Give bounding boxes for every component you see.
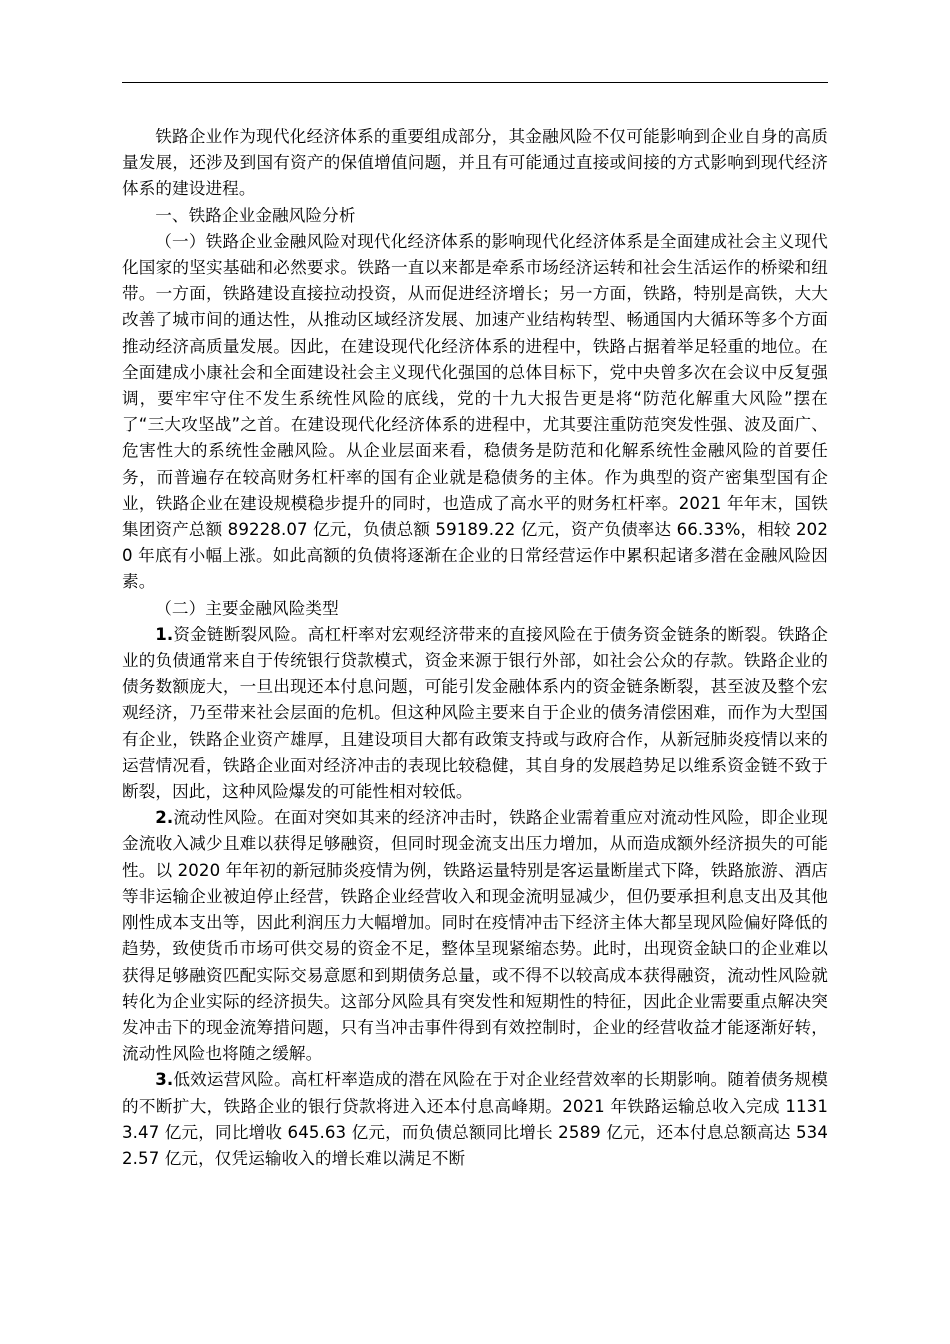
risk-item-3: [122, 1067, 828, 1172]
paragraph-text: 流动性风险。在面对突如其来的经济冲击时，铁路企业需着重应对流动性风险，即企业现金流收入减少且难以获得足够融资，但同时现金流支出压力增加，从而造成额外经济损失的可能性。以 2020 年年初的新冠肺炎疫情为例，铁路运量特别是客运量断崖式下降，铁路旅游、酒店等非运输企业被迫停止经营，铁路企业经营收入和现金流明显减少，但仍要承担利息支出及其他刚性成本支出等，因此利润压力大幅增加。同时在疫情冲击下经济主体大都呈现风险偏好降低的趋势，致使货币市场可供交易的资金不足，整体呈现紧缩态势。此时，出现资金缺口的企业难以获得足够融资匹配实际交易意愿和到期债务总量，或不得不以较高成本获得融资，流动性风险就转化为企业实际的经济损失。这部分风险具有突发性和短期性的特征，因此企业需要重点解决突发冲击下的现金流筹措问题，只有当冲击事件得到有效控制时，企业的经营收益才能逐渐好转，流动性风险也将随之缓解。: [122, 808, 828, 1064]
risk-item-1: [122, 622, 828, 805]
item-number: 2.: [155, 808, 174, 828]
item-number: 1.: [155, 624, 174, 644]
section-heading-1: [122, 203, 828, 229]
paragraph-text: 低效运营风险。高杠杆率造成的潜在风险在于对企业经营效率的长期影响。随着债务规模的不断扩大，铁路企业的银行贷款将进入还本付息高峰期。2021 年铁路运输总收入完成 11313.47 亿元，同比增收 645.63 亿元，而负债总额同比增长 2589 亿元，还本付息总额高达 5342.57 亿元，仅凭运输收入的增长难以满足不断: [122, 1070, 828, 1168]
subsection-paragraph-1: [122, 229, 828, 596]
item-number: 3.: [155, 1070, 174, 1090]
intro-paragraph: [122, 124, 828, 203]
subsection-heading-2: [122, 596, 828, 622]
paragraph-text: 资金链断裂风险。高杠杆率对宏观经济带来的直接风险在于债务资金链条的断裂。铁路企业的负债通常来自于传统银行贷款模式，资金来源于银行外部，如社会公众的存款。铁路企业的债务数额庞大，一旦出现还本付息问题，可能引发金融体系内的资金链条断裂，甚至波及整个宏观经济，乃至带来社会层面的危机。但这种风险主要来自于企业的债务清偿困难，而作为大型国有企业，铁路企业资产雄厚，且建设项目大都有政策支持或与政府合作，从新冠肺炎疫情以来的运营情况看，铁路企业面对经济冲击的表现比较稳健，其自身的发展趋势足以维系资金链不致于断裂，因此，这种风险爆发的可能性相对较低。: [122, 624, 828, 802]
header-rule: [122, 82, 828, 83]
document-body: [122, 124, 828, 1172]
paragraph-text: （一）铁路企业金融风险对现代化经济体系的影响现代化经济体系是全面建成社会主义现代化国家的坚实基础和必然要求。铁路一直以来都是牵系市场经济运转和社会生活运作的桥梁和纽带。一方面，铁路建设直接拉动投资，从而促进经济增长；另一方面，铁路，特别是高铁，大大改善了城市间的通达性，从推动区域经济发展、加速产业结构转型、畅通国内大循环等多个方面推动经济高质量发展。因此，在建设现代化经济体系的进程中，铁路占据着举足轻重的地位。在全面建成小康社会和全面建设社会主义现代化强国的总体目标下，党中央曾多次在会议中反复强调，要牢牢守住不发生系统性风险的底线，党的十九大报告更是将“防范化解重大风险”摆在了“三大攻坚战”之首。在建设现代化经济体系的进程中，尤其要注重防范突发性强、波及面广、危害性大的系统性金融风险。从企业层面来看，稳债务是防范和化解系统性金融风险的首要任务，而普遍存在较高财务杠杆率的国有企业就是稳债务的主体。作为典型的资产密集型国有企业，铁路企业在建设规模稳步提升的同时，也造成了高水平的财务杠杆率。2021 年年末，国铁集团资产总额 89228.07 亿元，负债总额 59189.22 亿元，资产负债率达 66.33%，相较 2020 年底有小幅上涨。如此高额的负债将逐渐在企业的日常经营运作中累积起诸多潜在金融风险因素。: [122, 231, 828, 592]
heading-text: 一、铁路企业金融风险分析: [155, 205, 356, 225]
heading-text: （二）主要金融风险类型: [155, 598, 339, 618]
paragraph-text: 铁路企业作为现代化经济体系的重要组成部分，其金融风险不仅可能影响到企业自身的高质量发展，还涉及到国有资产的保值增值问题，并且有可能通过直接或间接的方式影响到现代经济体系的建设进程。: [122, 127, 828, 199]
risk-item-2: [122, 805, 828, 1067]
